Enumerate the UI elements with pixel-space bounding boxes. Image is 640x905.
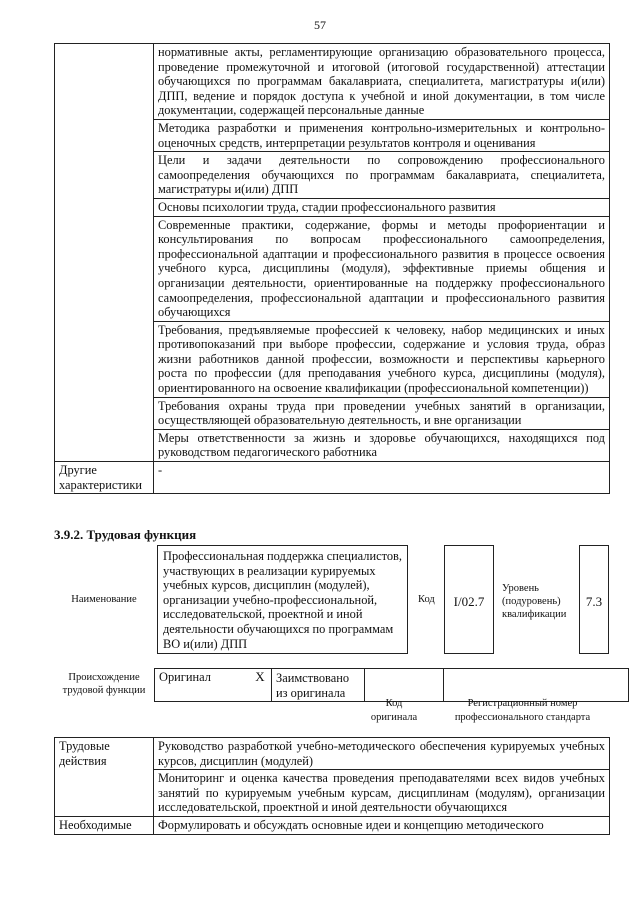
labor-action: Мониторинг и оценка качества проведения преподавателями всех видов учебных занятий по курируемым учебным курсам, дисциплинам (модулям), организации исследовательской, проектной и иной деятельности обучающихся <box>154 770 610 817</box>
registration-number-caption: Регистрационный номер профессионального стандарта <box>454 698 591 723</box>
knowledge-item: нормативные акты, регламентирующие организацию образовательного процесса, проведение промежуточной и итоговой (итоговой государственной) аттестации обучающихся по программам бакалавриата, специалитета, магистратуры и(или) ДПП, ведение и порядок доступа к учебной и иной документации, в том числе документации, содержащей персональные данные <box>154 44 610 120</box>
qualification-level-label: Уровень (подуровень) квалификации <box>502 583 567 620</box>
code-label: Код <box>418 594 435 605</box>
knowledge-item: Требования охраны труда при проведении учебных занятий в организации, осуществляющей образовательную деятельность, и вне организации <box>154 397 610 429</box>
labor-action: Руководство разработкой учебно-методического обеспечения курируемых учебных курсов, дисциплин (модулей) <box>154 738 610 770</box>
section-title: 3.9.2. Трудовая функция <box>54 527 197 542</box>
name-label: Наименование <box>71 594 137 605</box>
knowledge-item: Современные практики, содержание, формы и методы профориентации и консультирования по вопросам профессионального самоопределения, профессиональной адаптации и профессионального развития в процессе освоения учебного курса, дисциплины (модуля), эффективные приемы общения и организации деятельности, ориентированные на поддержку профессионального самоопределения, профессиональной адаптации и профессионального развития обучающихся <box>154 216 610 321</box>
table-row <box>55 44 610 120</box>
table-row <box>55 816 610 834</box>
table-row <box>55 738 610 770</box>
required-skills-label: Необходимые <box>55 816 154 834</box>
qualification-level-value: 7.3 <box>579 545 609 654</box>
knowledge-item: Цели и задачи деятельности по сопровождению профессионального самоопределения обучающихся по программам бакалавриата, специалитета, магистратуры и(или) ДПП <box>154 152 610 199</box>
borrowed-label: Заимствовано из оригинала <box>272 669 365 702</box>
original-mark: X <box>249 669 272 702</box>
function-name-box: Профессиональная поддержка специалистов, участвующих в реализации курируемых учебных курсов, дисциплин (модулей), организации учебно-профессиональной, исследовательской, проектной и иной деятельности обучающихся по программам ВО и(или) ДПП <box>157 545 408 654</box>
labor-actions-label: Трудовые действия <box>55 738 154 817</box>
knowledge-table <box>54 43 610 494</box>
knowledge-item: Основы психологии труда, стадии профессионального развития <box>154 198 610 216</box>
knowledge-item: Методика разработки и применения контрольно-измерительных и контрольно-оценочных средств, интерпретации результатов контроля и оценивания <box>154 119 610 151</box>
knowledge-item: Требования, предъявляемые профессией к человеку, набор медицинских и иных противопоказаний при выборе профессии, содержание и условия труда, образ жизни работников данной профессии, возможности и перспективы карьерного роста по профессии (для преподавания учебного курса, дисциплины (модуля), ориентированного на освоение квалификации (профессиональной компетенции)) <box>154 321 610 397</box>
table-row <box>55 462 610 494</box>
page-number: 57 <box>314 18 326 32</box>
actions-table <box>54 737 610 835</box>
origin-label: Происхождение трудовой функции <box>62 672 146 696</box>
other-characteristics-label: Другие характеристики <box>55 462 154 494</box>
row-label-empty <box>55 44 154 462</box>
required-skill: Формулировать и обсуждать основные идеи и концепцию методического <box>154 816 610 834</box>
code-value: I/02.7 <box>444 545 494 654</box>
knowledge-item: Меры ответственности за жизнь и здоровье обучающихся, находящихся под руководством педагогического работника <box>154 429 610 461</box>
other-characteristics-value: - <box>154 462 610 494</box>
original-code-caption: Код оригинала <box>370 698 418 723</box>
original-label: Оригинал <box>155 669 250 702</box>
